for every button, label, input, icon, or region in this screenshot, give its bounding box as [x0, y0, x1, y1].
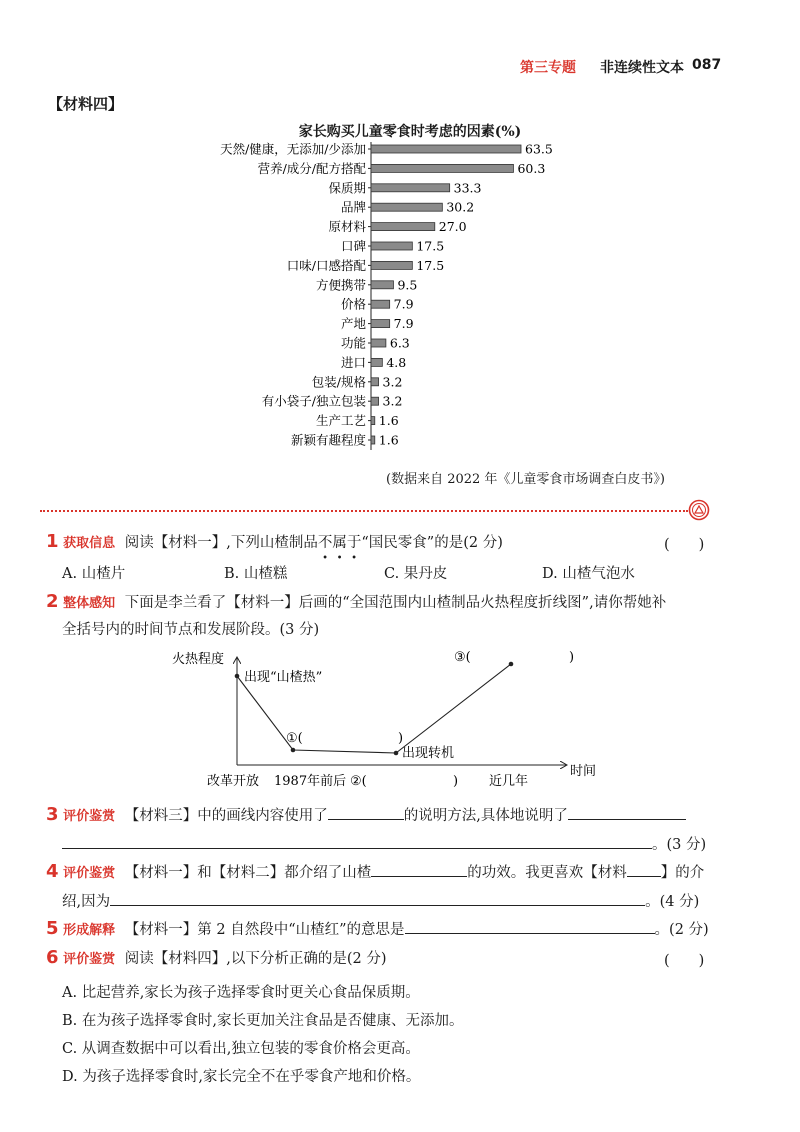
category-label: 保质期 [328, 180, 366, 196]
question-tag: 评价鉴赏 [63, 809, 116, 824]
answer-paren[interactable]: ( ) [664, 537, 705, 553]
bar-value-label: 3.2 [382, 393, 403, 409]
question-2 [46, 592, 666, 614]
question-5 [46, 919, 709, 941]
bar-chart [0, 140, 800, 470]
question-3-line2 [62, 834, 706, 855]
option-c[interactable]: C. 从调查数据中可以看出,独立包装的零食价格会更高。 [62, 1041, 420, 1057]
bar [371, 145, 521, 153]
emphasis-char: 属 [332, 535, 347, 551]
bar [371, 320, 390, 328]
x-tick-blank-2[interactable]: ②( [350, 774, 367, 789]
emphasis-char: 不 [317, 535, 333, 551]
category-label: 产地 [340, 316, 366, 332]
bar [371, 203, 442, 211]
answer-blank[interactable] [405, 919, 655, 934]
option-c[interactable]: C. 果丹皮 [384, 566, 448, 582]
question-number: 2 [46, 591, 59, 612]
answer-blank[interactable] [371, 862, 467, 877]
question-tag: 整体感知 [63, 596, 116, 611]
x-tick-blank-2-close: ) [453, 774, 459, 789]
question-number: 5 [46, 918, 59, 939]
bar [371, 397, 379, 405]
question-text-line2: 全括号内的时间节点和发展阶段。(3 分) [62, 622, 320, 638]
point-low [291, 748, 296, 753]
page-number: 087 [692, 57, 722, 73]
question-text: “国民零食”的是(2 分) [361, 535, 503, 551]
graph-blank-1[interactable]: ①( [286, 731, 303, 746]
category-label: 功能 [340, 335, 366, 351]
bar [371, 417, 375, 425]
question-tag: 评价鉴赏 [63, 866, 116, 881]
category-label: 进口 [340, 354, 366, 370]
option-d[interactable]: D. 为孩子选择零食时,家长完全不在乎零食产地和价格。 [62, 1069, 421, 1085]
graph-blank-3-close: ) [569, 650, 575, 665]
chart-title: 家长购买儿童零食时考虑的因素(%) [298, 124, 522, 140]
question-number: 6 [46, 947, 59, 968]
category-label: 品牌 [340, 199, 366, 215]
category-label: 原材料 [328, 219, 366, 235]
point-peak [235, 674, 240, 679]
answer-blank[interactable] [62, 834, 652, 849]
graph-blank-3[interactable]: ③( [454, 650, 471, 665]
question-number: 3 [46, 804, 59, 825]
question-end: 。(3 分) [652, 837, 707, 853]
category-label: 方便携带 [315, 277, 366, 293]
question-1 [46, 532, 503, 554]
category-label: 口碑 [340, 238, 366, 254]
category-label: 包装/规格 [311, 374, 366, 390]
question-text: 阅读【材料一】,下列山楂制品 [124, 535, 318, 551]
dotted-divider [40, 510, 688, 512]
bar [371, 184, 450, 192]
bar-value-label: 4.8 [386, 354, 407, 370]
question-3 [46, 805, 686, 827]
answer-blank[interactable] [627, 862, 661, 877]
bar-value-label: 7.9 [393, 316, 414, 332]
question-number: 4 [46, 861, 59, 882]
bar [371, 164, 513, 172]
category-label: 生产工艺 [315, 413, 366, 429]
category-label: 新颖有趣程度 [290, 432, 366, 448]
category-label: 营养/成分/配方搭配 [257, 160, 366, 176]
bar-value-label: 17.5 [416, 238, 445, 254]
question-text: 下面是李兰看了【材料一】后画的“全国范围内山楂制品火热程度折线图”,请你帮她补 [124, 595, 667, 611]
answer-blank[interactable] [568, 805, 686, 820]
bar-value-label: 6.3 [389, 335, 410, 351]
bar-value-label: 3.2 [382, 374, 403, 390]
answer-paren[interactable]: ( ) [664, 953, 705, 969]
category-label: 天然/健康，无添加/少添加 [220, 141, 366, 157]
bar [371, 261, 412, 269]
bar [371, 281, 393, 289]
section-label: 第三专题 [520, 60, 576, 76]
graph-xlabel: 时间 [570, 764, 597, 779]
question-number: 1 [46, 531, 59, 552]
question-text: 】的介 [660, 865, 705, 881]
emphasis-char: 于 [346, 535, 362, 551]
option-a[interactable]: A. 比起营养,家长为孩子选择零食时更关心食品保质期。 [62, 985, 420, 1001]
question-text: 绍,因为 [62, 894, 111, 910]
option-b[interactable]: B. 在为孩子选择零食时,家长更加关注食品是否健康、无添加。 [62, 1013, 464, 1029]
bar-value-label: 60.3 [517, 160, 546, 176]
bar [371, 242, 412, 250]
chart-source: (数据来自 2022 年《儿童零食市场调查白皮书》) [386, 472, 665, 487]
emblem-icon [688, 499, 710, 521]
bar [371, 378, 379, 386]
question-text: 阅读【材料四】,以下分析正确的是(2 分) [124, 951, 387, 967]
point-recent [509, 662, 514, 667]
trend-graph [0, 640, 800, 790]
graph-label-turn: 出现转机 [402, 746, 455, 761]
bar-value-label: 30.2 [446, 199, 475, 215]
question-tag: 获取信息 [63, 536, 116, 551]
graph-label-peak: 出现“山楂热” [244, 670, 323, 685]
bar [371, 358, 382, 366]
question-tag: 评价鉴赏 [63, 952, 116, 967]
bar [371, 436, 375, 444]
option-d[interactable]: D. 山楂气泡水 [542, 566, 635, 582]
category-label: 口味/口感搭配 [286, 257, 366, 273]
section-title: 非连续性文本 [600, 60, 684, 76]
option-a[interactable]: A. 山楂片 [62, 566, 126, 582]
bar-value-label: 9.5 [397, 277, 418, 293]
answer-blank[interactable] [328, 805, 404, 820]
question-end: 。(2 分) [654, 922, 709, 938]
bar-value-label: 1.6 [378, 413, 399, 429]
category-label: 价格 [340, 296, 366, 312]
bar [371, 223, 435, 231]
question-text: 【材料三】中的画线内容使用了 [124, 808, 328, 824]
material-label: 【材料四】 [48, 95, 124, 113]
bar [371, 300, 390, 308]
graph-blank-1-close: ) [398, 731, 404, 746]
x-tick-reform: 改革开放 [207, 774, 260, 789]
question-end: 。(4 分) [645, 894, 700, 910]
bar-value-label: 63.5 [525, 141, 553, 157]
bar-value-label: 17.5 [416, 257, 445, 273]
bar-value-label: 7.9 [393, 296, 414, 312]
question-text: 【材料一】第 2 自然段中“山楂红”的意思是 [124, 922, 405, 938]
question-text: 的说明方法,具体地说明了 [403, 808, 568, 824]
question-text: 的功效。我更喜欢【材料 [467, 865, 627, 881]
question-6 [46, 948, 387, 970]
graph-ylabel: 火热程度 [172, 652, 225, 667]
answer-blank[interactable] [110, 891, 645, 906]
question-text: 【材料一】和【材料二】都介绍了山楂 [124, 865, 372, 881]
bar-value-label: 33.3 [453, 180, 482, 196]
question-tag: 形成解释 [63, 923, 116, 938]
bar [371, 339, 386, 347]
question-4-line2 [62, 891, 699, 912]
bar-value-label: 1.6 [378, 432, 399, 448]
category-label: 有小袋子/独立包装 [261, 393, 366, 409]
option-b[interactable]: B. 山楂糕 [224, 566, 288, 582]
question-4 [46, 862, 704, 884]
bar-value-label: 27.0 [438, 219, 467, 235]
x-tick-recent: 近几年 [489, 774, 529, 789]
x-tick-1987: 1987年前后 [274, 774, 347, 789]
point-turn [394, 751, 399, 756]
